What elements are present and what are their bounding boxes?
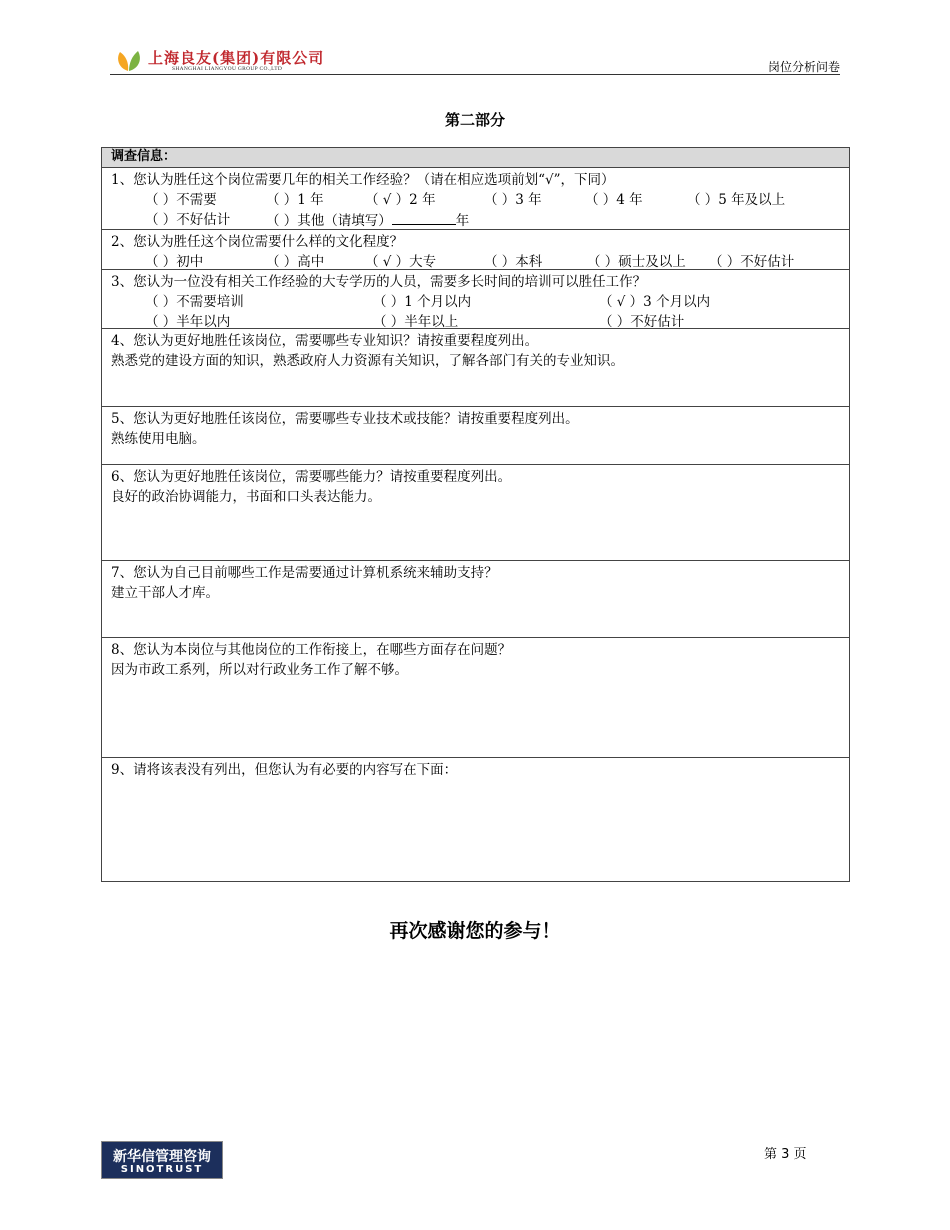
- sinotrust-logo: [101, 1141, 223, 1179]
- option[interactable]: （ ）5 年及以上: [687, 192, 786, 208]
- option-row: [111, 312, 849, 328]
- answer-text[interactable]: 熟练使用电脑。: [111, 431, 206, 447]
- question-1: [102, 167, 849, 229]
- page-header: [110, 44, 840, 75]
- option-suffix: 年: [455, 213, 470, 229]
- leaf-logo-icon: [114, 48, 144, 72]
- question-6: [102, 464, 849, 560]
- option[interactable]: （ ）不需要培训: [145, 294, 244, 310]
- question-8: [102, 637, 849, 757]
- footer-logo-en: SINOTRUST: [120, 1164, 204, 1175]
- question-text: 6、您认为更好地胜任该岗位，需要哪些能力？请按重要程度列出。: [111, 469, 512, 485]
- survey-table: [101, 147, 850, 882]
- document-title: 岗位分析问卷: [767, 60, 840, 74]
- option[interactable]: （ ）1 个月以内: [373, 294, 472, 310]
- question-text: 2、您认为胜任这个岗位需要什么样的文化程度？: [111, 234, 404, 250]
- question-9: [102, 757, 849, 881]
- answer-text[interactable]: 熟悉党的建设方面的知识，熟悉政府人力资源有关知识，了解各部门有关的专业知识。: [111, 353, 624, 369]
- company-name-cn: 上海良友(集团)有限公司: [148, 49, 325, 67]
- question-text: 4、您认为更好地胜任该岗位，需要哪些专业知识？请按重要程度列出。: [111, 333, 539, 349]
- option[interactable]: （ ）高中: [266, 254, 325, 270]
- question-text: 9、请将该表没有列出，但您认为有必要的内容写在下面：: [111, 762, 458, 778]
- footer-logo-cn: 新华信管理咨询: [113, 1149, 211, 1165]
- fill-in-blank[interactable]: [392, 210, 456, 225]
- option[interactable]: （ ）其他（请填写）: [266, 213, 392, 229]
- part-title: 第二部分: [444, 111, 505, 129]
- option[interactable]: （ √ ）3 个月以内: [599, 294, 711, 310]
- option[interactable]: （ ）硕士及以上: [587, 254, 686, 270]
- option-row: [111, 210, 849, 230]
- option[interactable]: （ √ ）2 年: [365, 192, 436, 208]
- closing-message: 再次感谢您的参与！: [389, 920, 561, 942]
- question-text: 7、您认为自己目前哪些工作是需要通过计算机系统来辅助支持？: [111, 565, 498, 581]
- question-text: 8、您认为本岗位与其他岗位的工作衔接上，在哪些方面存在问题？: [111, 642, 512, 658]
- option[interactable]: （ ）本科: [484, 254, 543, 270]
- option-row: [111, 190, 849, 210]
- answer-text[interactable]: 因为市政工系列，所以对行政业务工作了解不够。: [111, 662, 408, 678]
- option[interactable]: （ ）不好估计: [145, 212, 231, 228]
- option[interactable]: （ ）3 年: [484, 192, 542, 208]
- question-text: 3、您认为一位没有相关工作经验的大专学历的人员，需要多长时间的培训可以胜任工作？: [111, 274, 647, 290]
- option-row: [111, 252, 849, 272]
- option[interactable]: （ ）1 年: [266, 192, 324, 208]
- question-4: [102, 328, 849, 406]
- option[interactable]: （ ）不好估计: [709, 254, 795, 270]
- option-other: [266, 210, 469, 231]
- answer-text[interactable]: 良好的政治协调能力，书面和口头表达能力。: [111, 489, 381, 505]
- question-3: [102, 269, 849, 328]
- question-text: 5、您认为更好地胜任该岗位，需要哪些专业技术或技能？请按重要程度列出。: [111, 411, 579, 427]
- question-5: [102, 406, 849, 464]
- section-header: 调查信息：: [102, 148, 849, 167]
- option[interactable]: （ ）4 年: [585, 192, 643, 208]
- page-number: 第 3 页: [764, 1147, 807, 1162]
- question-7: [102, 560, 849, 637]
- option[interactable]: （ √ ）大专: [365, 254, 437, 270]
- option[interactable]: （ ）不好估计: [599, 314, 685, 330]
- question-2: [102, 229, 849, 269]
- option[interactable]: （ ）半年以上: [373, 314, 459, 330]
- question-text: 1、您认为胜任这个岗位需要几年的相关工作经验？（请在相应选项前划“√”，下同）: [111, 172, 615, 188]
- option[interactable]: （ ）不需要: [145, 192, 217, 208]
- option[interactable]: （ ）半年以内: [145, 314, 231, 330]
- company-name-en: SHANGHAI LIANGYOU GROUP CO.,LTD: [172, 66, 283, 72]
- option[interactable]: （ ）初中: [145, 254, 204, 270]
- answer-text[interactable]: 建立干部人才库。: [111, 585, 219, 601]
- option-row: [111, 292, 849, 312]
